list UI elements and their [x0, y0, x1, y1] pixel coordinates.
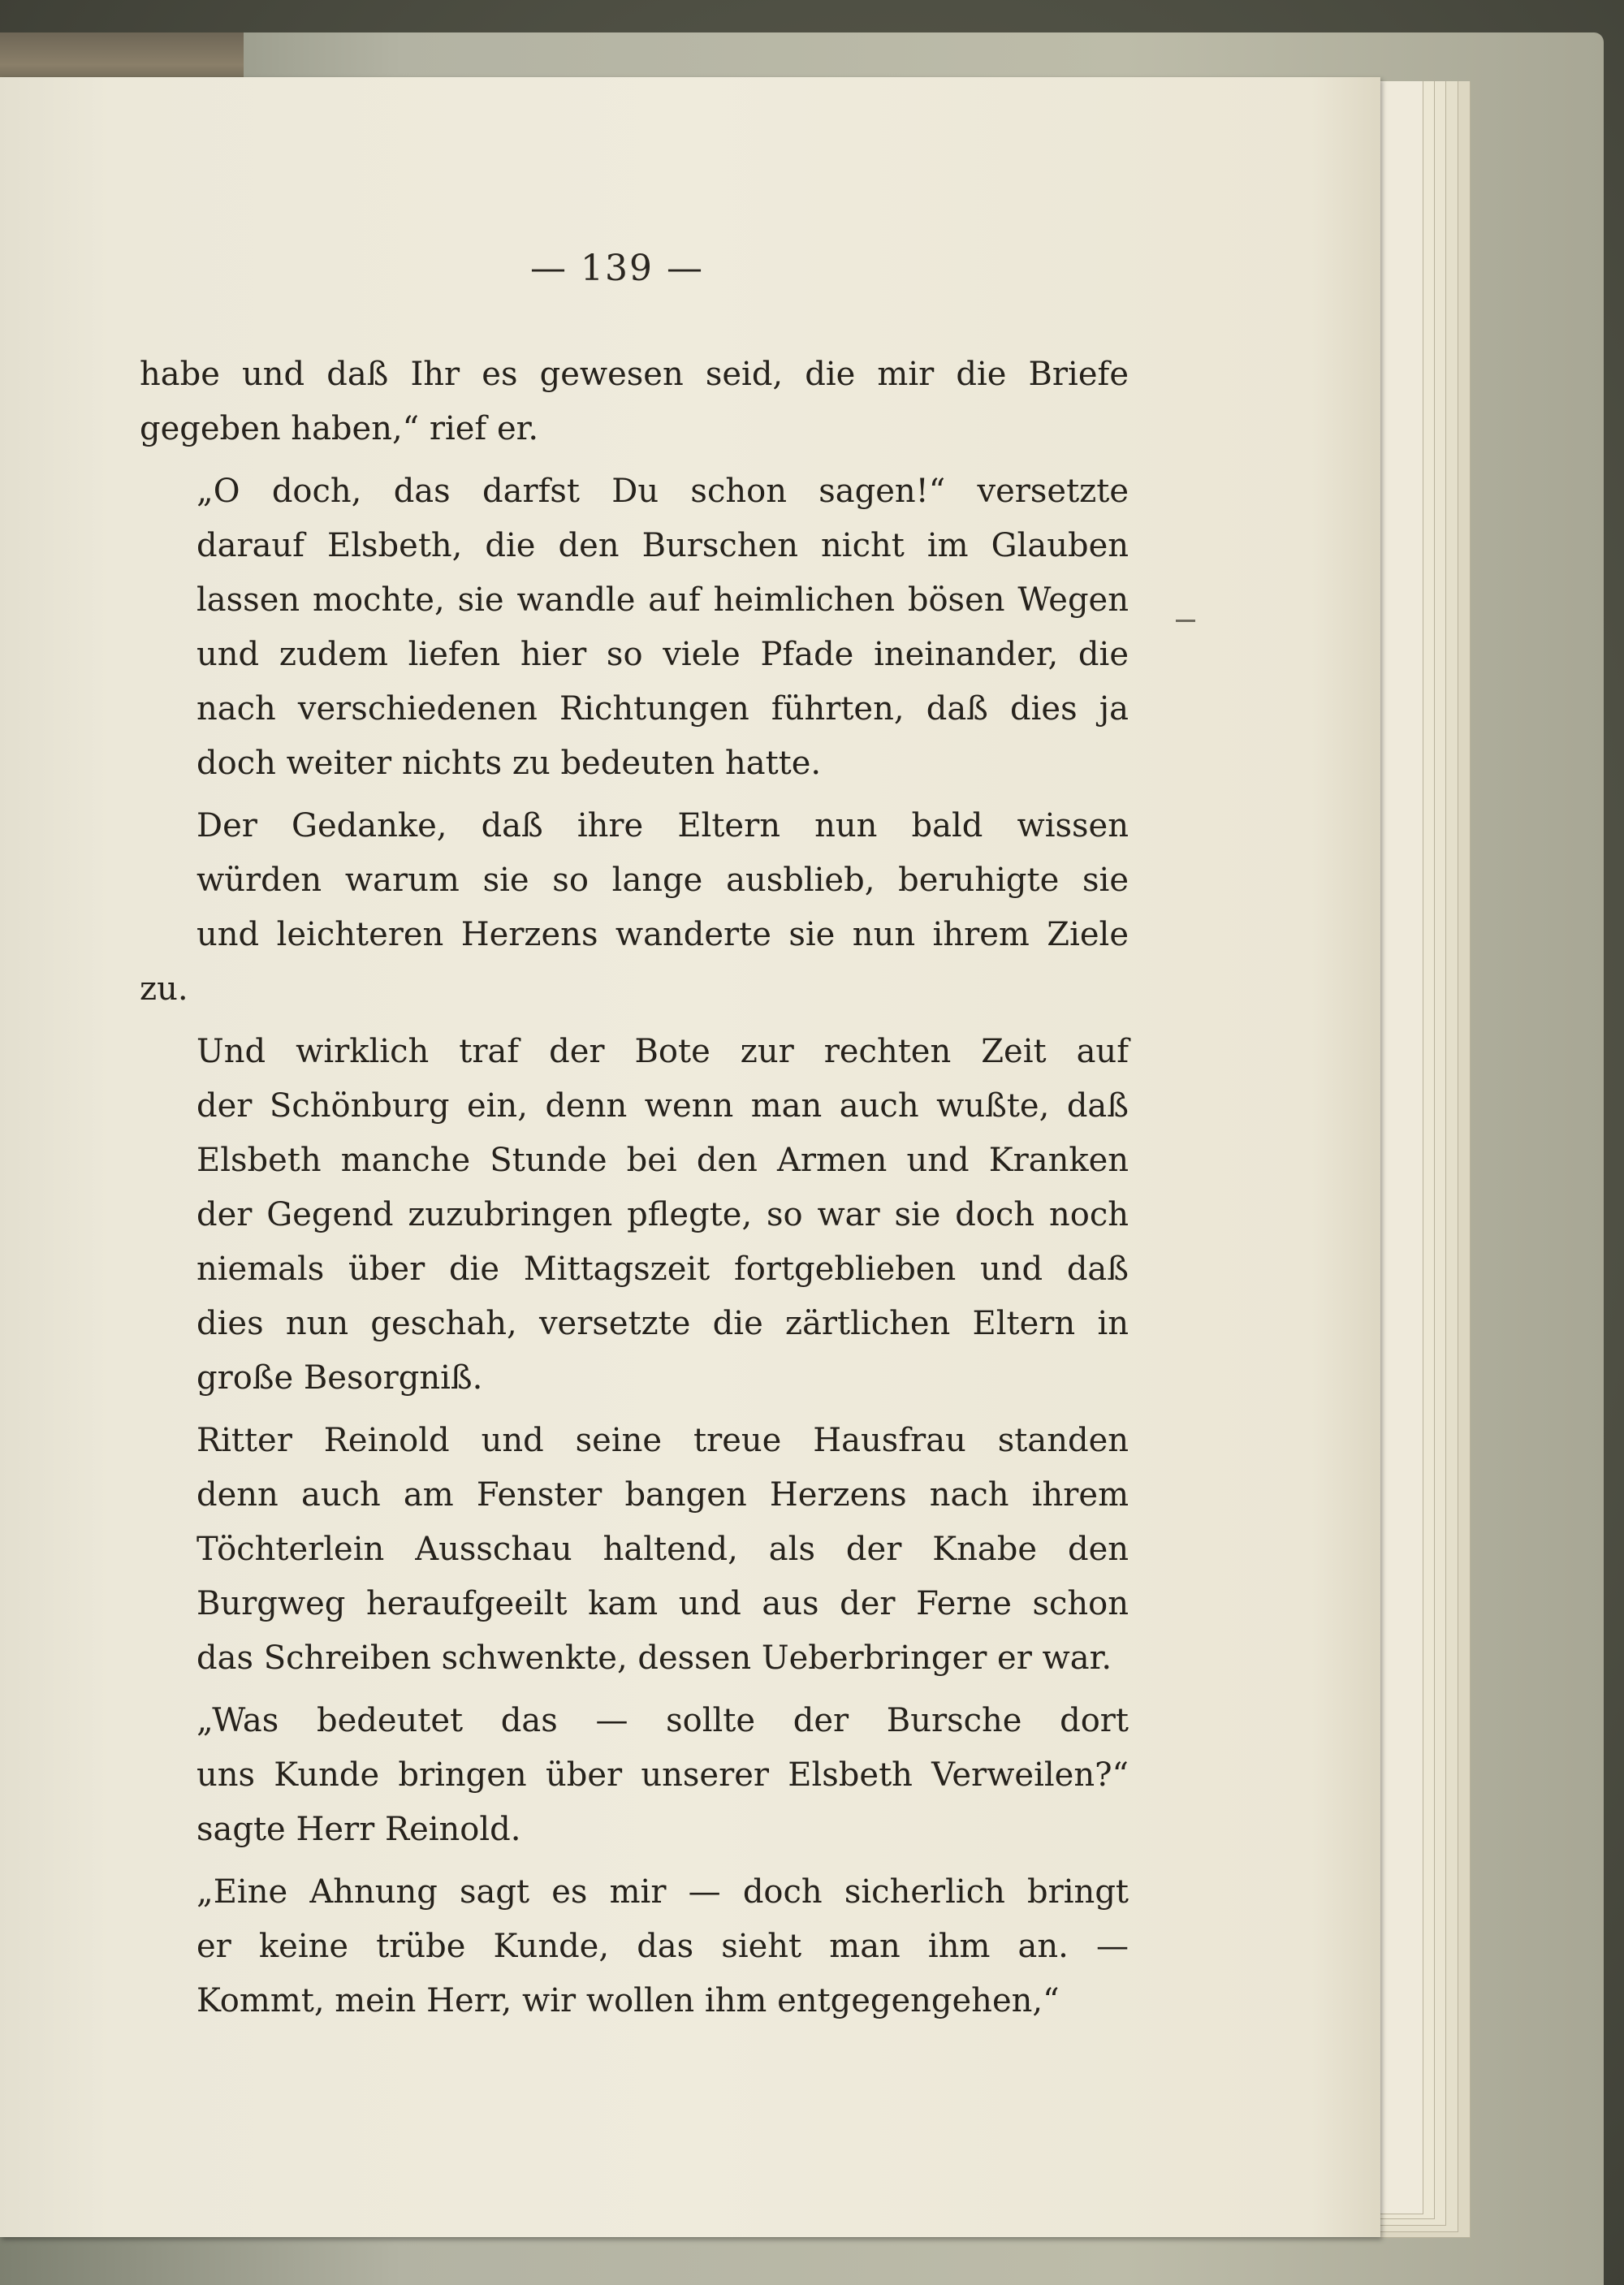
text-line: „Was bedeutet das — sollte der Bursche dort	[197, 1702, 1129, 1739]
text-line: würden warum sie so lange ausblieb, beruhigte sie	[197, 862, 1129, 899]
paragraph-gap	[140, 1857, 1129, 1865]
text-line: habe und daß Ihr es gewesen seid, die mir die Briefe	[140, 356, 1129, 393]
paragraph	[140, 1414, 1129, 1686]
page-number: — 139 —	[530, 248, 704, 289]
text-line: uns Kunde bringen über unserer Elsbeth Verweilen?“	[197, 1756, 1129, 1794]
text-line: „Eine Ahnung sagt es mir — doch sicherlich bringt	[197, 1873, 1129, 1911]
text-line: Und wirklich traf der Bote zur rechten Zeit auf	[197, 1033, 1129, 1070]
text-line: lassen mochte, sie wandle auf heimlichen bösen Wegen	[197, 581, 1129, 619]
paragraph-gap	[140, 456, 1129, 464]
text-line: er keine trübe Kunde, das sieht man ihm an. —	[197, 1928, 1129, 1965]
book-page	[0, 77, 1380, 2237]
text-line: große Besorgniß.	[197, 1359, 483, 1397]
paragraph	[140, 799, 1129, 1017]
text-line: dies nun geschah, versetzte die zärtlichen Eltern in	[197, 1305, 1129, 1342]
text-line: gegeben haben,“ rief er.	[140, 410, 539, 447]
text-line: Töchterlein Ausschau haltend, als der Knabe den	[197, 1531, 1129, 1568]
text-line: das Schreiben schwenkte, dessen Ueberbringer er war.	[197, 1639, 1112, 1677]
paragraph	[140, 464, 1129, 791]
text-line: Burgweg heraufgeeilt kam und aus der Ferne schon	[197, 1585, 1129, 1622]
text-line: sagte Herr Reinold.	[197, 1811, 521, 1848]
paragraph-gap	[140, 1406, 1129, 1414]
text-line: Ritter Reinold und seine treue Hausfrau standen	[197, 1422, 1129, 1459]
text-line: und leichteren Herzens wanderte sie nun ihrem Ziele zu.	[140, 916, 1129, 1008]
text-line: nach verschiedenen Richtungen führten, daß dies ja	[197, 690, 1129, 728]
text-line: niemals über die Mittagszeit fortgeblieben und daß	[197, 1250, 1129, 1288]
paragraph	[140, 1865, 1129, 2028]
text-line: der Gegend zuzubringen pflegte, so war sie doch noch	[197, 1196, 1129, 1233]
paragraph	[140, 1025, 1129, 1406]
text-line: Kommt, mein Herr, wir wollen ihm entgegengehen,“	[197, 1982, 1060, 2019]
paragraph-gap	[140, 791, 1129, 799]
paragraph	[140, 1694, 1129, 1857]
text-line: Elsbeth manche Stunde bei den Armen und Kranken	[197, 1142, 1129, 1179]
text-line: „O doch, das darfst Du schon sagen!“ versetzte	[197, 473, 1129, 510]
margin-mark	[1176, 620, 1195, 622]
text-line: darauf Elsbeth, die den Burschen nicht im Glauben	[197, 527, 1129, 564]
text-line: der Schönburg ein, denn wenn man auch wußte, daß	[197, 1087, 1129, 1125]
text-line: denn auch am Fenster bangen Herzens nach ihrem	[197, 1476, 1129, 1514]
page-edge-stack	[1380, 81, 1423, 2214]
text-line: doch weiter nichts zu bedeuten hatte.	[197, 745, 822, 782]
paragraph	[140, 348, 1129, 456]
paragraph-gap	[140, 1017, 1129, 1025]
page-body-text	[140, 348, 1129, 2028]
text-line: und zudem liefen hier so viele Pfade ineinander, die	[197, 636, 1129, 673]
text-line: Der Gedanke, daß ihre Eltern nun bald wissen	[197, 807, 1129, 844]
paragraph-gap	[140, 1686, 1129, 1694]
